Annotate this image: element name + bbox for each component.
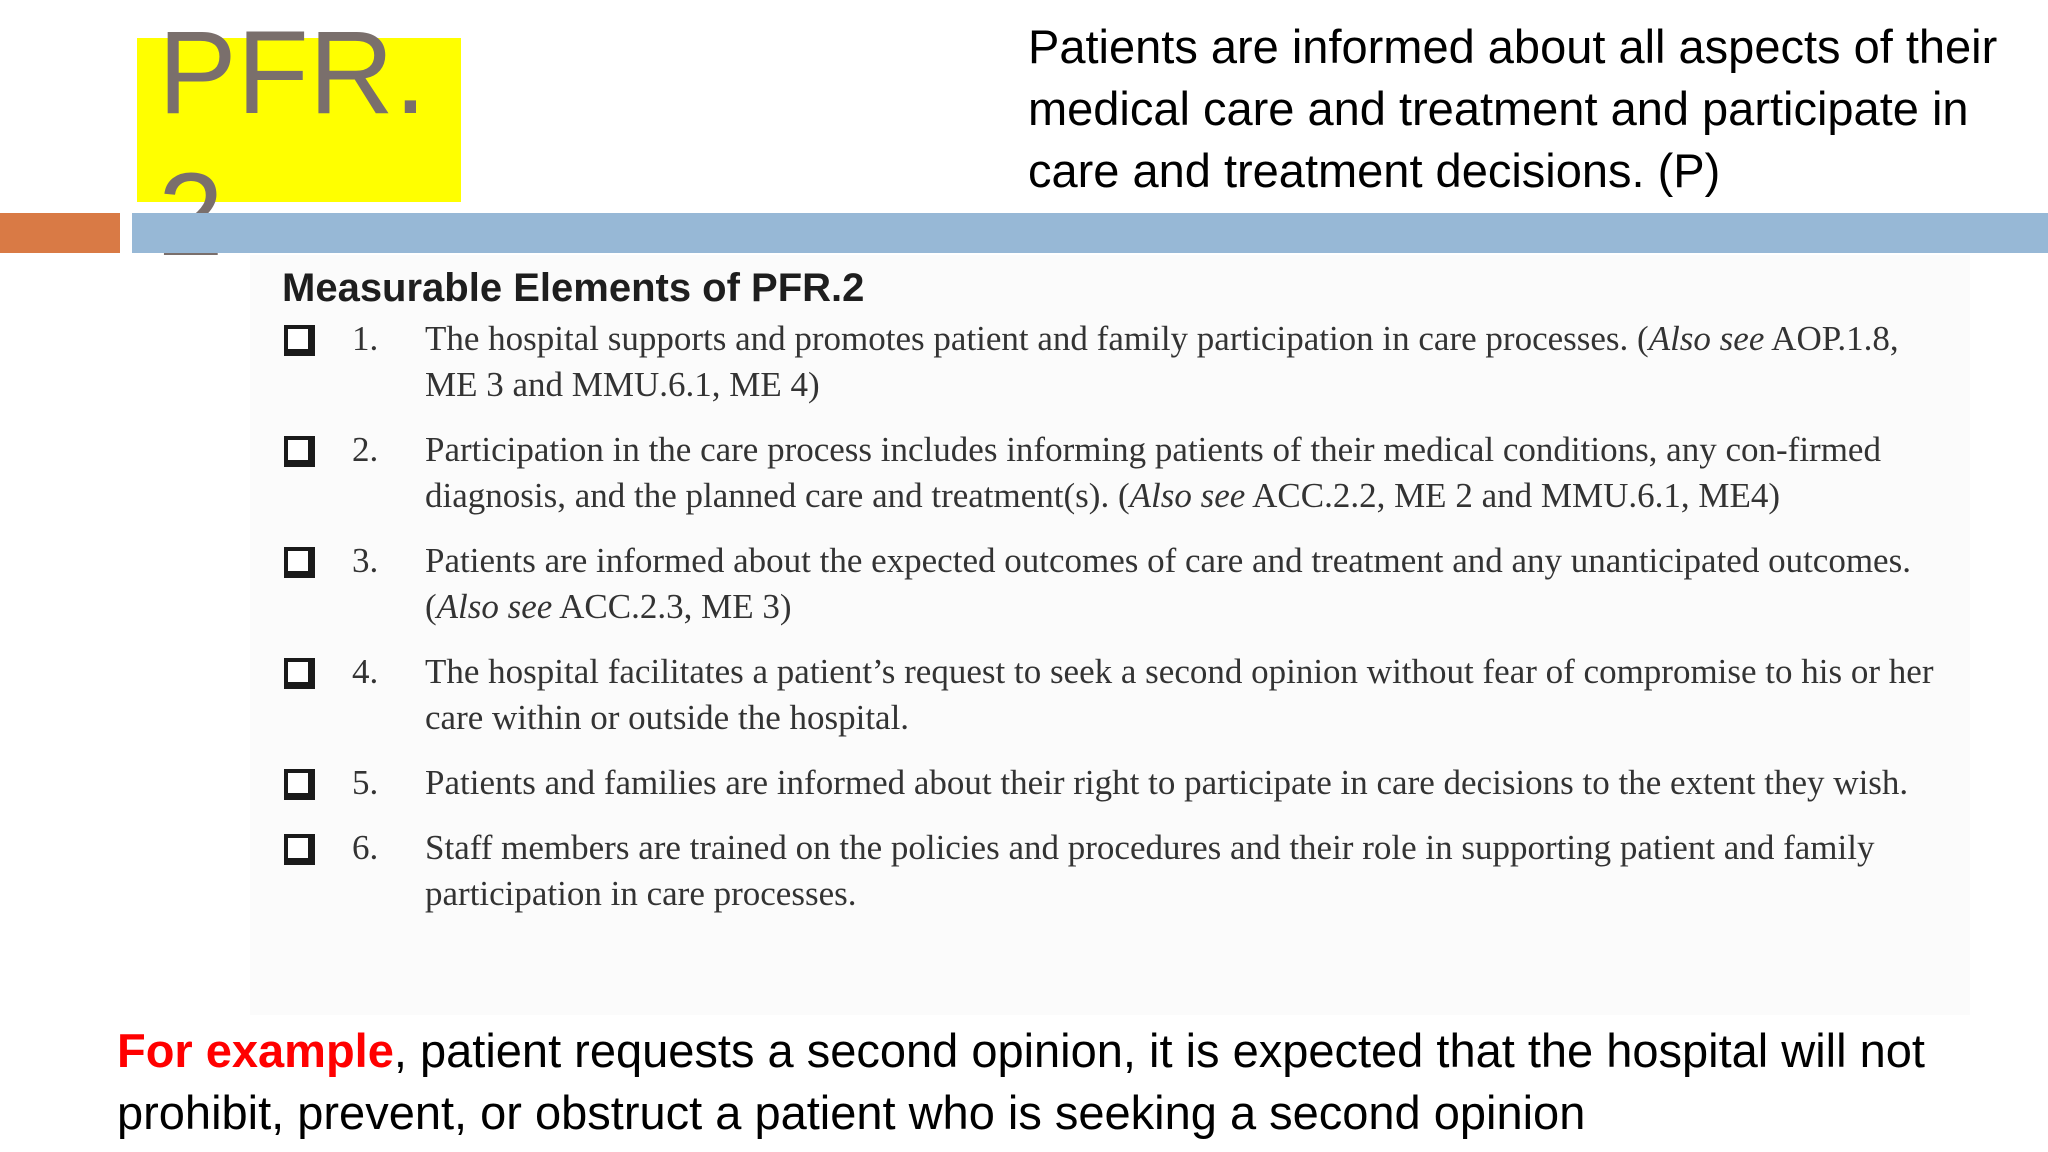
item-text: The hospital facilitates a patient’s request to seek a second opinion without fear of compromise to his or her care within or outside the hospital.	[425, 652, 1934, 737]
item-text: The hospital supports and promotes patient and family participation in care processes. (	[425, 319, 1649, 358]
measurable-element-3	[282, 538, 1942, 630]
checkbox-icon	[284, 769, 315, 800]
item-text: Staff members are trained on the policies and procedures and their role in supporting patient and family participation in care processes.	[425, 828, 1875, 913]
measurable-element-6	[282, 825, 1942, 917]
item-text: Patients and families are informed about their right to participate in care decisions to the extent they wish.	[425, 763, 1909, 802]
checkbox-icon	[284, 658, 315, 689]
measurable-element-2	[282, 427, 1942, 519]
measurable-element-5	[282, 760, 1942, 806]
checkbox-icon	[284, 834, 315, 865]
item-text: Patients are informed about the expected outcomes of care and treatment and any unanticipated outcomes. (	[425, 541, 1911, 626]
measurable-element-1	[282, 316, 1942, 408]
item-number: 5.	[352, 763, 379, 802]
item-see-also: Also see	[1129, 476, 1246, 515]
item-number: 4.	[352, 652, 379, 691]
item-number: 1.	[352, 319, 379, 358]
measurable-elements-list	[282, 316, 1942, 936]
accent-bar-blue	[132, 213, 2048, 253]
checkbox-icon	[284, 547, 315, 578]
example-paragraph	[117, 1020, 2037, 1144]
item-number: 3.	[352, 541, 379, 580]
slide-title-line-1: PFR.	[158, 7, 427, 139]
item-reference: AOP.1.8, ME 3 and MMU.6.1, ME 4)	[425, 319, 1899, 404]
item-reference: ACC.2.3, ME 3)	[552, 587, 792, 626]
example-text: , patient requests a second opinion, it is expected that the hospital will not prohibit, prevent, or obstruct a patient who is seeking a second opinion	[117, 1024, 1925, 1139]
measurable-elements-heading: Measurable Elements of PFR.2	[282, 266, 865, 310]
checkbox-icon	[284, 325, 315, 356]
accent-bar-orange	[0, 213, 120, 253]
checkbox-icon	[284, 436, 315, 467]
example-lead: For example	[117, 1024, 394, 1077]
item-see-also: Also see	[1648, 319, 1765, 358]
slide-subtitle: Patients are informed about all aspects of their medical care and treatment and participate in care and treatment decisions. (P)	[1028, 20, 1998, 197]
item-number: 2.	[352, 430, 379, 469]
item-text: Participation in the care process includes informing patients of their medical conditions, any con-firmed diagnosis, and the planned care and treatment(s). (	[425, 430, 1881, 515]
item-see-also: Also see	[436, 587, 553, 626]
measurable-element-4	[282, 649, 1942, 741]
item-reference: ACC.2.2, ME 2 and MMU.6.1, ME4)	[1245, 476, 1781, 515]
item-number: 6.	[352, 828, 379, 867]
